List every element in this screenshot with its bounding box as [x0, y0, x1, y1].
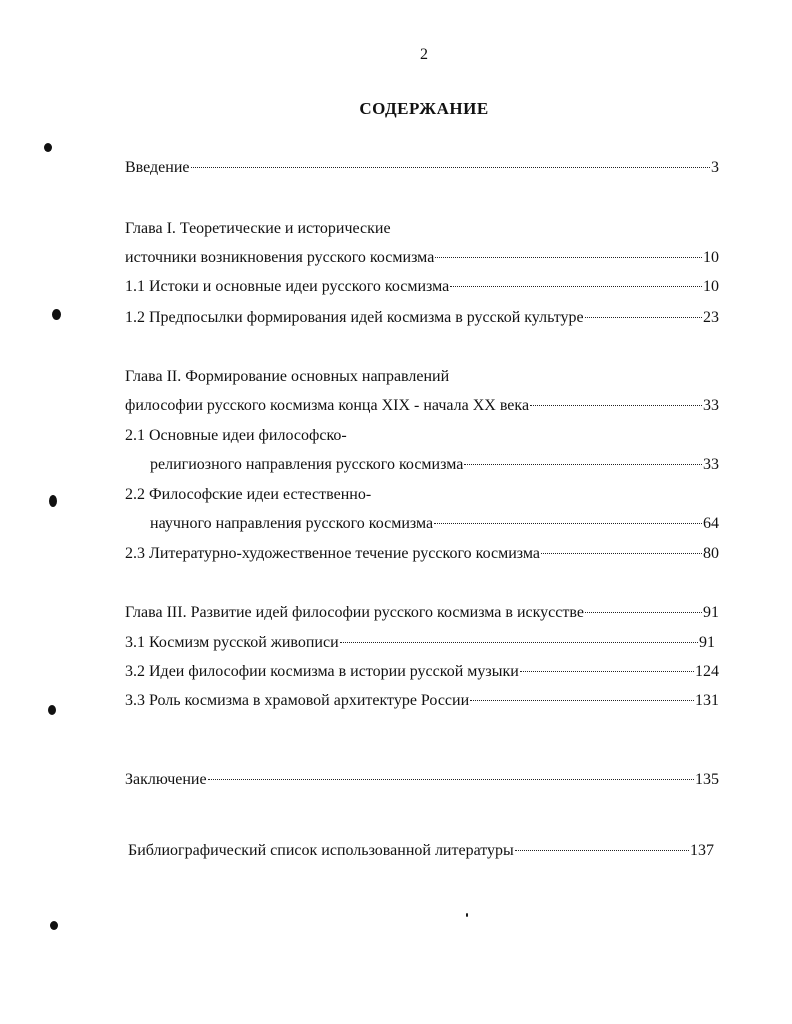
toc-entry-label: религиозного направления русского космизма [150, 456, 464, 473]
dot-leader [340, 642, 698, 643]
toc-entry-label: источники возникновения русского космизма [125, 249, 435, 266]
toc-entry-label: 3.2 Идеи философии космизма в истории русской музыки [125, 663, 519, 680]
toc-entry-page: 3 [711, 159, 719, 176]
toc-chapter-2-heading: Глава II. Формирование основных направлений [125, 368, 450, 385]
toc-entry-bibliography [128, 839, 714, 863]
toc-entry-page: 124 [695, 663, 719, 680]
scan-speck [52, 309, 61, 320]
scan-speck [50, 921, 58, 930]
toc-entry-label: Глава III. Развитие идей философии русского космизма в искусстве [125, 604, 584, 621]
dot-leader [515, 850, 689, 851]
dot-leader [434, 523, 702, 524]
toc-chapter-1-heading: Глава I. Теоретические и исторические [125, 220, 391, 237]
scan-speck [466, 913, 468, 917]
toc-section-2-2-heading: 2.2 Философские идеи естественно- [125, 486, 372, 503]
dot-leader [450, 286, 702, 287]
dot-leader [208, 779, 694, 780]
toc-entry-label: научного направления русского космизма [150, 515, 434, 532]
scan-speck [48, 705, 56, 715]
dot-leader [520, 671, 694, 672]
toc-entry-label: философии русского космизма конца XIX - начала XX века [125, 397, 530, 414]
toc-entry-page: 91 [703, 604, 719, 621]
dot-leader [585, 317, 702, 318]
dot-leader [191, 167, 711, 168]
toc-entry-label: 3.1 Космизм русской живописи [125, 634, 339, 651]
toc-entry-page: 91 [699, 634, 715, 651]
toc-entry-3-1 [125, 631, 715, 655]
toc-section-2-1-heading: 2.1 Основные идеи философско- [125, 427, 347, 444]
scan-speck [49, 495, 57, 507]
toc-entry-label: Заключение [125, 771, 207, 788]
toc-entry-page: 131 [695, 692, 719, 709]
toc-entry-chapter-1 [125, 246, 719, 270]
toc-entry-page: 137 [690, 842, 714, 859]
toc-entry-page: 10 [703, 278, 719, 295]
toc-entry-conclusion [125, 768, 719, 792]
dot-leader [470, 700, 694, 701]
toc-entry-2-3 [125, 542, 719, 566]
dot-leader [435, 257, 702, 258]
toc-entry-1-1 [125, 275, 719, 299]
toc-entry-3-3 [125, 689, 719, 713]
toc-entry-page: 80 [703, 545, 719, 562]
toc-entry-page: 64 [703, 515, 719, 532]
dot-leader [464, 464, 702, 465]
toc-entry-label: Введение [125, 159, 190, 176]
toc-entry-intro [125, 156, 719, 180]
toc-entry-page: 33 [703, 397, 719, 414]
toc-entry-label: Библиографический список использованной литературы [128, 842, 514, 859]
scan-speck [44, 143, 52, 152]
toc-entry-2-1 [150, 453, 719, 477]
toc-entry-2-2 [150, 512, 719, 536]
toc-entry-label: 3.3 Роль космизма в храмовой архитектуре России [125, 692, 470, 709]
toc-entry-page: 135 [695, 771, 719, 788]
toc-entry-page: 10 [703, 249, 719, 266]
toc-entry-label: 1.1 Истоки и основные идеи русского космизма [125, 278, 450, 295]
toc-entry-3-2 [125, 660, 719, 684]
toc-entry-label: 2.3 Литературно-художественное течение русского космизма [125, 545, 540, 562]
toc-entry-page: 23 [703, 309, 719, 326]
toc-entry-chapter-2 [125, 394, 719, 418]
toc-entry-chapter-3 [125, 601, 719, 625]
dot-leader [541, 553, 702, 554]
dot-leader [585, 612, 702, 613]
page-number: 2 [420, 46, 428, 63]
toc-entry-page: 33 [703, 456, 719, 473]
toc-entry-label: 1.2 Предпосылки формирования идей космизма в русской культуре [125, 309, 584, 326]
toc-title: СОДЕРЖАНИЕ [359, 99, 489, 118]
toc-entry-1-2 [125, 306, 719, 330]
dot-leader [530, 405, 702, 406]
